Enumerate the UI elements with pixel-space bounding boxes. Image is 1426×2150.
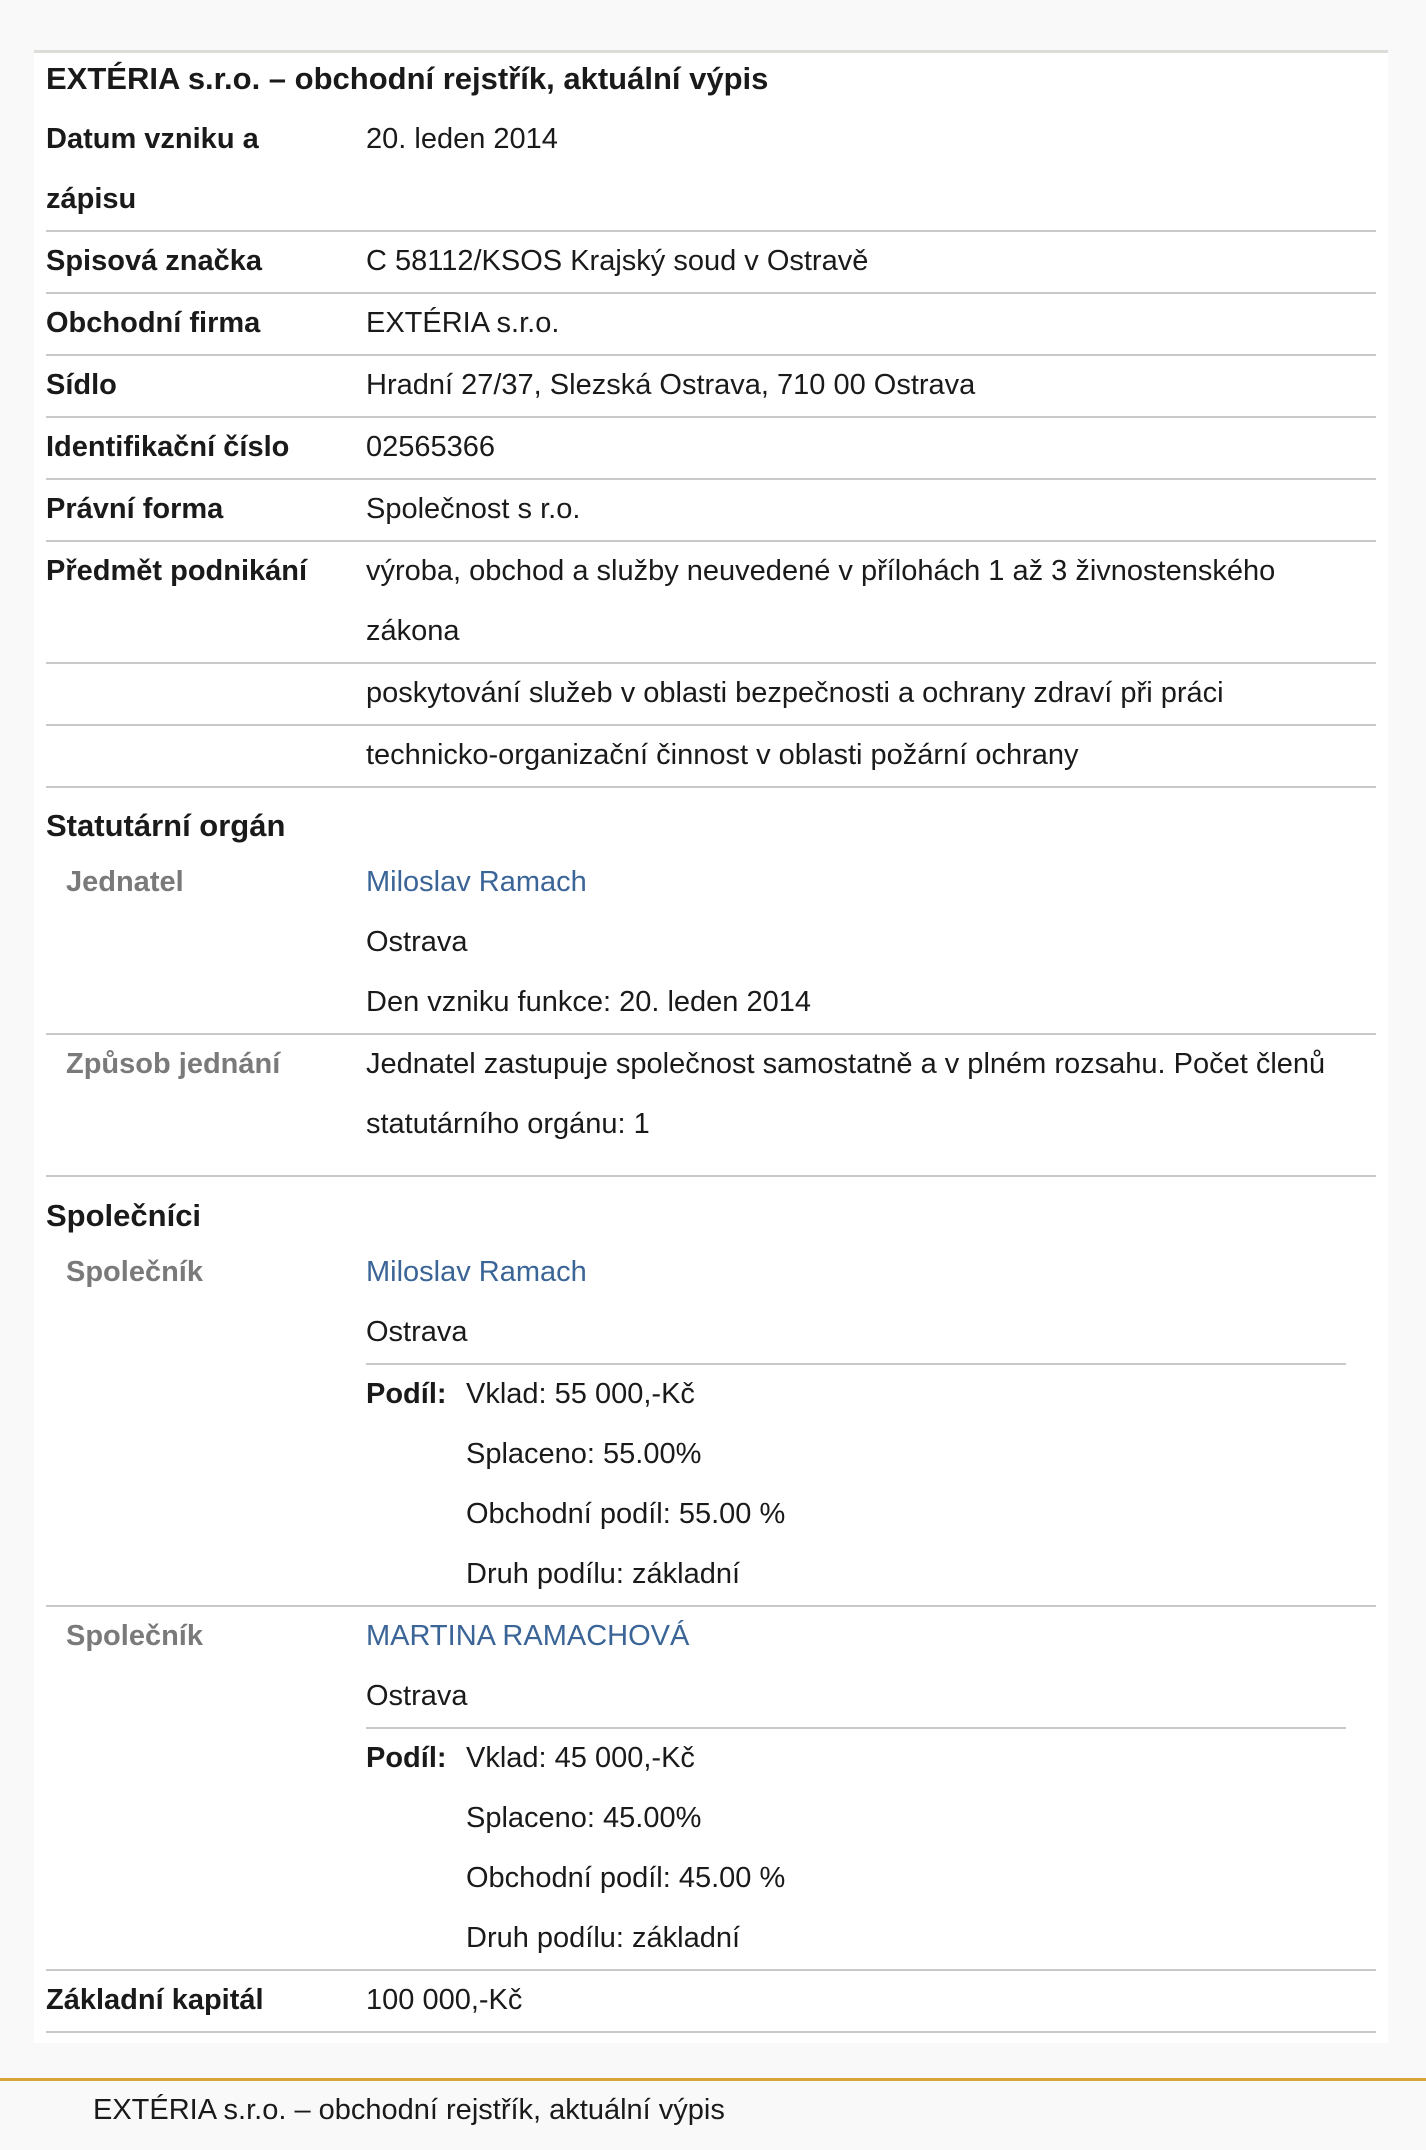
predmet-label: Předmět podnikání (46, 555, 308, 587)
zpusob-text-1: Jednatel zastupuje společnost samostatně a v plném rozsahu. Počet členů (366, 1048, 1326, 1080)
zpusob-label: Způsob jednání (66, 1048, 281, 1080)
divider (46, 478, 1376, 480)
jednatel-city: Ostrava (366, 926, 468, 958)
divider (46, 416, 1376, 418)
divider (46, 1175, 1376, 1177)
predmet-item-1-cont: zákona (366, 615, 460, 647)
sidlo-value: Hradní 27/37, Slezská Ostrava, 710 00 Ostrava (366, 369, 976, 401)
ico-label: Identifikační číslo (46, 431, 290, 463)
jednatel-name-link[interactable]: Miloslav Ramach (366, 866, 587, 898)
capital-label: Základní kapitál (46, 1984, 264, 2016)
ico-value: 02565366 (366, 431, 496, 463)
predmet-item-2: poskytování služeb v oblasti bezpečnosti a ochrany zdraví při práci (366, 677, 1224, 709)
forma-label: Právní forma (46, 493, 224, 525)
podil-druh: Druh podílu: základní (466, 1922, 741, 1954)
podil-splaceno: Splaceno: 55.00% (466, 1438, 702, 1470)
jednatel-label: Jednatel (66, 866, 184, 898)
divider (46, 786, 1376, 788)
statutory-heading: Statutární orgán (46, 808, 286, 843)
podil-vklad: Vklad: 55 000,-Kč (466, 1378, 695, 1410)
divider (366, 1363, 1346, 1365)
firma-label: Obchodní firma (46, 307, 261, 339)
divider (46, 662, 1376, 664)
zpusob-text-2: statutárního orgánu: 1 (366, 1108, 650, 1140)
sidlo-label: Sídlo (46, 369, 117, 401)
forma-value: Společnost s r.o. (366, 493, 581, 525)
spis-value: C 58112/KSOS Krajský soud v Ostravě (366, 245, 869, 277)
divider (46, 354, 1376, 356)
podil-obchodni: Obchodní podíl: 45.00 % (466, 1862, 786, 1894)
footer-divider (0, 2078, 1426, 2081)
datum-label-line2: zápisu (46, 183, 137, 215)
divider (46, 292, 1376, 294)
partner-label: Společník (66, 1620, 203, 1652)
capital-value: 100 000,-Kč (366, 1984, 523, 2016)
jednatel-since: Den vzniku funkce: 20. leden 2014 (366, 986, 811, 1018)
partner-label: Společník (66, 1256, 203, 1288)
document-title: EXTÉRIA s.r.o. – obchodní rejstřík, aktuální výpis (46, 61, 769, 96)
divider (366, 1727, 1346, 1729)
partners-heading: Společníci (46, 1198, 202, 1233)
spis-label: Spisová značka (46, 245, 262, 277)
podil-obchodni: Obchodní podíl: 55.00 % (466, 1498, 786, 1530)
datum-label-line1: Datum vzniku a (46, 123, 259, 155)
predmet-item-3: technicko-organizační činnost v oblasti požární ochrany (366, 739, 1079, 771)
register-extract (34, 50, 1388, 2043)
partner-name-link[interactable]: MARTINA RAMACHOVÁ (366, 1620, 690, 1652)
footer-text: EXTÉRIA s.r.o. – obchodní rejstřík, aktuální výpis (93, 2094, 725, 2126)
podil-splaceno: Splaceno: 45.00% (466, 1802, 702, 1834)
partner-city: Ostrava (366, 1680, 468, 1712)
datum-value: 20. leden 2014 (366, 123, 558, 155)
divider (46, 540, 1376, 542)
partner-city: Ostrava (366, 1316, 468, 1348)
podil-label: Podíl: (366, 1742, 447, 1774)
divider (46, 724, 1376, 726)
predmet-item-1: výroba, obchod a služby neuvedené v přílohách 1 až 3 živnostenského (366, 555, 1276, 587)
firma-value: EXTÉRIA s.r.o. (366, 307, 560, 339)
podil-vklad: Vklad: 45 000,-Kč (466, 1742, 695, 1774)
divider (46, 1605, 1376, 1607)
podil-druh: Druh podílu: základní (466, 1558, 741, 1590)
podil-label: Podíl: (366, 1378, 447, 1410)
partner-name-link[interactable]: Miloslav Ramach (366, 1256, 587, 1288)
divider (46, 230, 1376, 232)
divider (46, 1969, 1376, 1971)
divider (46, 2031, 1376, 2033)
divider (46, 1033, 1376, 1035)
